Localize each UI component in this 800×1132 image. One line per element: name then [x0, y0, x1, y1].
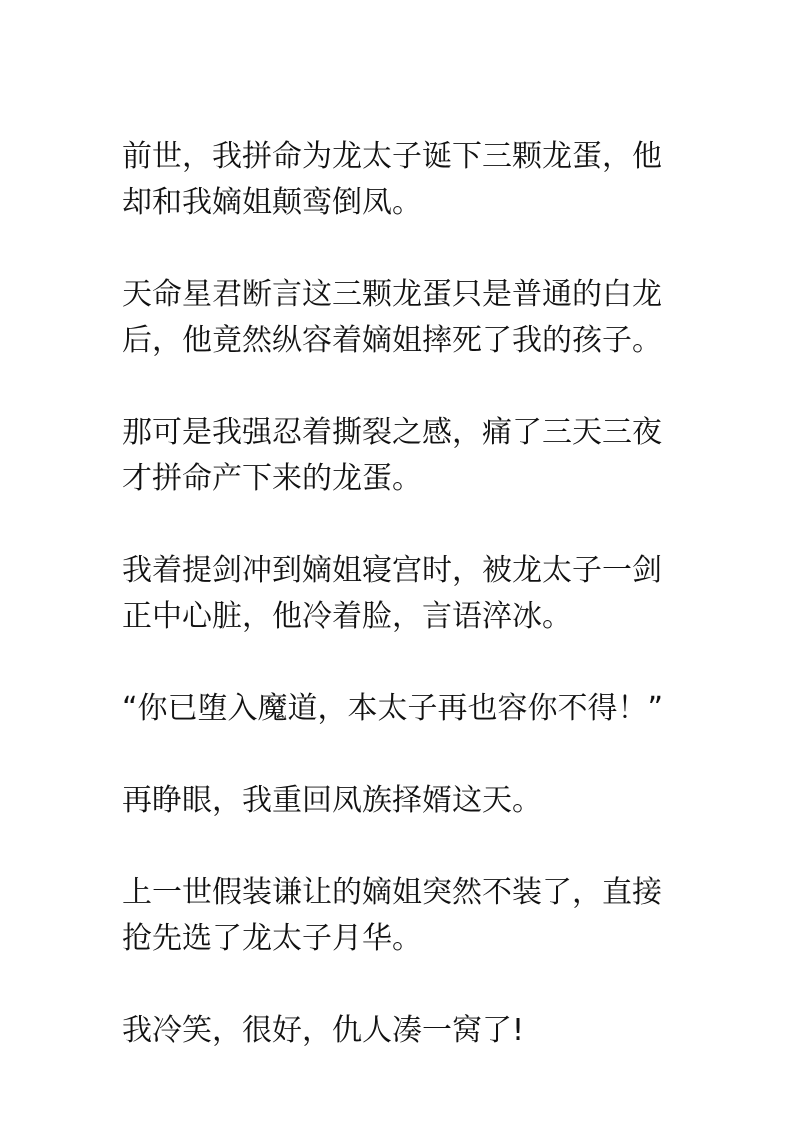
paragraph-4: 我着提剑冲到嫡姐寝宫时，被龙太子一剑正中心脏，他冷着脸，言语淬冰。 — [122, 553, 662, 634]
paragraph-3: 那可是我强忍着撕裂之感，痛了三天三夜才拼命产下来的龙蛋。 — [122, 415, 662, 496]
paragraph-6: 再睁眼，我重回凤族择婿这天。 — [122, 783, 542, 818]
paragraph-7: 上一世假装谦让的嫡姐突然不装了，直接抢先选了龙太子月华。 — [122, 875, 662, 956]
paragraph-2: 天命星君断言这三颗龙蛋只是普通的白龙后，他竟然纵容着嫡姐摔死了我的孩子。 — [122, 277, 662, 358]
story-text — [122, 134, 690, 1054]
paragraph-5: “你已堕入魔道，本太子再也容你不得！” — [122, 691, 664, 726]
paragraph-8: 我冷笑，很好，仇人凑一窝了! — [122, 1013, 525, 1048]
paragraph-1: 前世，我拼命为龙太子诞下三颗龙蛋，他却和我嫡姐颠鸾倒凤。 — [122, 139, 662, 220]
